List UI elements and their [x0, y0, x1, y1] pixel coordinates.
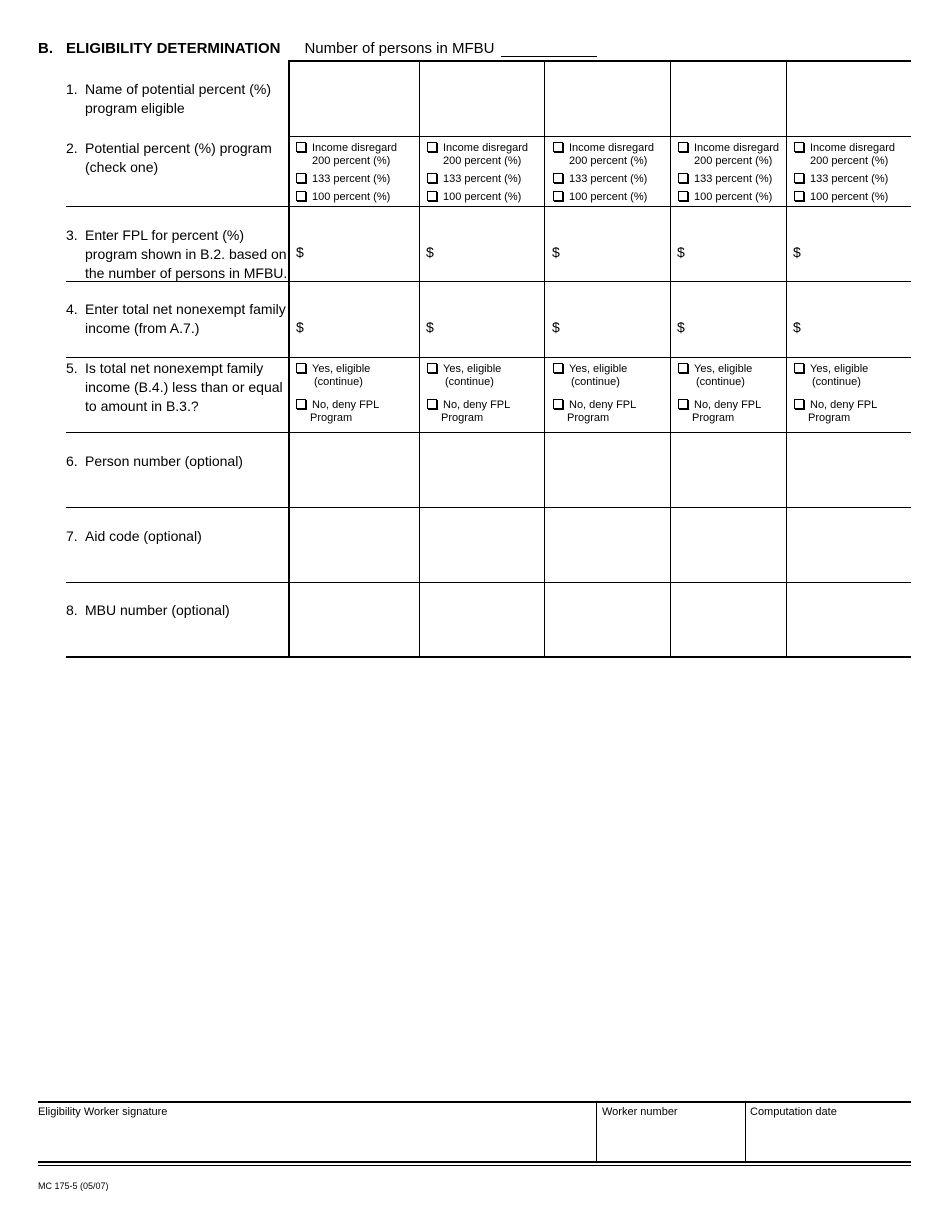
eligibility-options-col-2 [427, 363, 510, 425]
row-divider [288, 136, 911, 137]
no-deny-checkbox[interactable]: No, deny FPL Program [427, 399, 510, 425]
section-heading [38, 40, 597, 57]
checkbox-icon [553, 142, 563, 152]
section-title: ELIGIBILITY DETERMINATION [66, 40, 281, 57]
fpl-amount-field[interactable]: $ [677, 244, 685, 260]
column-divider [786, 61, 787, 657]
checkbox-icon [678, 399, 688, 409]
percent-100-checkbox[interactable]: 100 percent (%) [794, 191, 895, 204]
income-disregard-checkbox[interactable]: Income disregard 200 percent (%) [553, 142, 654, 168]
income-disregard-checkbox[interactable]: Income disregard 200 percent (%) [427, 142, 528, 168]
program-options-col-4 [678, 142, 779, 204]
footer-top-border [38, 1101, 911, 1103]
yes-eligible-checkbox[interactable]: Yes, eligible (continue) [678, 363, 761, 389]
percent-100-checkbox[interactable]: 100 percent (%) [427, 191, 528, 204]
eligibility-options-col-5 [794, 363, 877, 425]
footer-double-rule [38, 1165, 911, 1166]
program-options-col-2 [427, 142, 528, 204]
checkbox-icon [678, 363, 688, 373]
percent-133-checkbox[interactable]: 133 percent (%) [296, 173, 397, 186]
row-divider [66, 582, 911, 583]
income-amount-field[interactable]: $ [677, 319, 685, 335]
checkbox-icon [553, 363, 563, 373]
checkbox-icon [427, 191, 437, 201]
checkbox-icon [427, 363, 437, 373]
checkbox-icon [427, 399, 437, 409]
eligibility-options-col-1 [296, 363, 379, 425]
yes-eligible-checkbox[interactable]: Yes, eligible (continue) [296, 363, 379, 389]
footer-bottom-border [38, 1161, 911, 1163]
percent-100-checkbox[interactable]: 100 percent (%) [296, 191, 397, 204]
no-deny-checkbox[interactable]: No, deny FPL Program [794, 399, 877, 425]
form-number: MC 175-5 (05/07) [38, 1181, 109, 1191]
checkbox-icon [296, 142, 306, 152]
row-divider [66, 432, 911, 433]
no-deny-checkbox[interactable]: No, deny FPL Program [296, 399, 379, 425]
income-amount-field[interactable]: $ [426, 319, 434, 335]
yes-eligible-checkbox[interactable]: Yes, eligible (continue) [794, 363, 877, 389]
persons-input[interactable] [501, 42, 597, 57]
percent-133-checkbox[interactable]: 133 percent (%) [427, 173, 528, 186]
percent-133-checkbox[interactable]: 133 percent (%) [553, 173, 654, 186]
checkbox-icon [553, 399, 563, 409]
checkbox-icon [553, 191, 563, 201]
checkbox-icon [678, 191, 688, 201]
checkbox-icon [296, 173, 306, 183]
program-options-col-5 [794, 142, 895, 204]
income-amount-field[interactable]: $ [793, 319, 801, 335]
income-disregard-checkbox[interactable]: Income disregard 200 percent (%) [794, 142, 895, 168]
checkbox-icon [794, 191, 804, 201]
income-disregard-checkbox[interactable]: Income disregard 200 percent (%) [296, 142, 397, 168]
checkbox-icon [553, 173, 563, 183]
no-deny-checkbox[interactable]: No, deny FPL Program [553, 399, 636, 425]
row-divider [66, 507, 911, 508]
row-divider [66, 357, 911, 358]
percent-133-checkbox[interactable]: 133 percent (%) [794, 173, 895, 186]
checkbox-icon [794, 363, 804, 373]
percent-100-checkbox[interactable]: 100 percent (%) [553, 191, 654, 204]
footer-divider [596, 1102, 597, 1162]
checkbox-icon [678, 142, 688, 152]
fpl-amount-field[interactable]: $ [296, 244, 304, 260]
fpl-amount-field[interactable]: $ [793, 244, 801, 260]
checkbox-icon [427, 142, 437, 152]
eligibility-options-col-4 [678, 363, 761, 425]
checkbox-icon [296, 363, 306, 373]
checkbox-icon [794, 142, 804, 152]
program-options-col-1 [296, 142, 397, 204]
income-amount-field[interactable]: $ [552, 319, 560, 335]
checkbox-icon [427, 173, 437, 183]
table-bottom-border [66, 656, 911, 658]
checkbox-icon [678, 173, 688, 183]
signature-label: Eligibility Worker signature [38, 1106, 168, 1118]
checkbox-icon [794, 399, 804, 409]
no-deny-checkbox[interactable]: No, deny FPL Program [678, 399, 761, 425]
worker-number-label: Worker number [602, 1106, 678, 1118]
yes-eligible-checkbox[interactable]: Yes, eligible (continue) [553, 363, 636, 389]
yes-eligible-checkbox[interactable]: Yes, eligible (continue) [427, 363, 510, 389]
income-disregard-checkbox[interactable]: Income disregard 200 percent (%) [678, 142, 779, 168]
percent-133-checkbox[interactable]: 133 percent (%) [678, 173, 779, 186]
checkbox-icon [794, 173, 804, 183]
table-top-border [288, 60, 911, 62]
income-amount-field[interactable]: $ [296, 319, 304, 335]
section-letter: B. [38, 40, 53, 57]
column-divider [419, 61, 420, 657]
checkbox-icon [296, 399, 306, 409]
column-divider [670, 61, 671, 657]
eligibility-options-col-3 [553, 363, 636, 425]
footer-divider [745, 1102, 746, 1162]
column-divider [544, 61, 545, 657]
checkbox-icon [296, 191, 306, 201]
percent-100-checkbox[interactable]: 100 percent (%) [678, 191, 779, 204]
computation-date-label: Computation date [750, 1106, 837, 1118]
fpl-amount-field[interactable]: $ [552, 244, 560, 260]
row-divider [66, 206, 911, 207]
persons-label: Number of persons in MFBU [304, 40, 495, 57]
program-options-col-3 [553, 142, 654, 204]
fpl-amount-field[interactable]: $ [426, 244, 434, 260]
